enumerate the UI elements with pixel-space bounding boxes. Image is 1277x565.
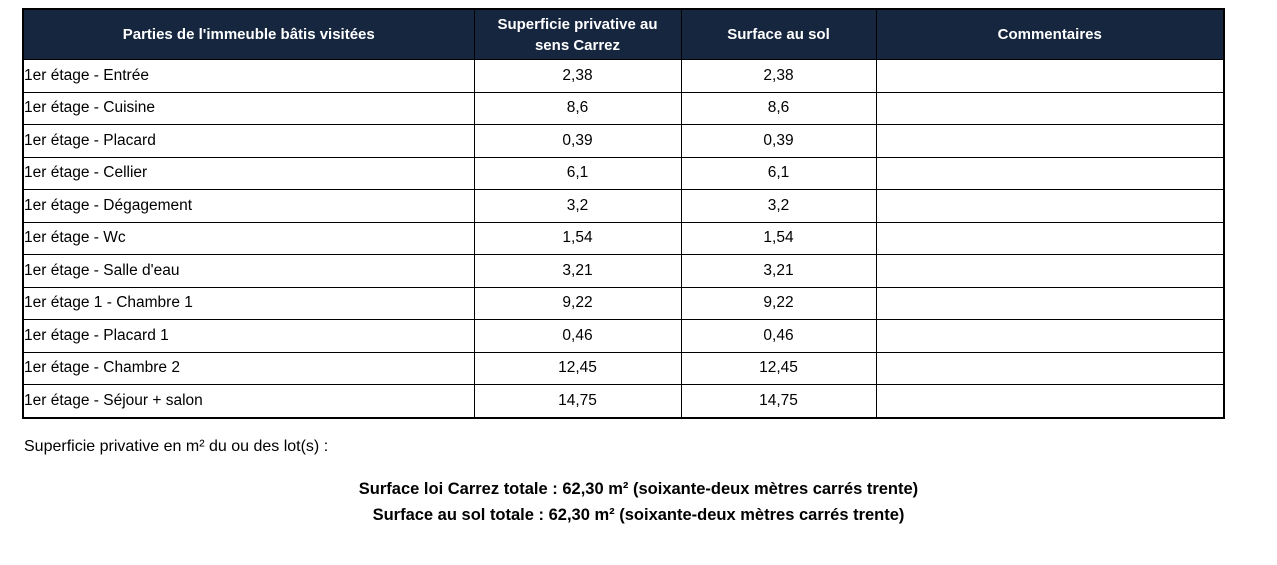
col-header-carrez: Superficie privative au sens Carrez (474, 9, 681, 60)
cell-partie: 1er étage 1 - Chambre 1 (23, 287, 474, 320)
cell-surface-sol: 8,6 (681, 92, 876, 125)
table-row (23, 320, 1224, 353)
superficie-lot-label: Superficie privative en m² du ou des lot(s) : (24, 438, 329, 455)
table-row (23, 125, 1224, 158)
cell-surface-sol: 2,38 (681, 60, 876, 93)
col-header-commentaires: Commentaires (876, 9, 1224, 60)
cell-commentaire (876, 287, 1224, 320)
cell-partie: 1er étage - Entrée (23, 60, 474, 93)
col-header-parties: Parties de l'immeuble bâtis visitées (23, 9, 474, 60)
cell-surface-sol: 3,21 (681, 255, 876, 288)
table-row (23, 60, 1224, 93)
cell-surface-sol: 0,39 (681, 125, 876, 158)
cell-partie: 1er étage - Séjour + salon (23, 385, 474, 418)
surfaces-table (22, 8, 1225, 419)
cell-surface-sol: 14,75 (681, 385, 876, 418)
cell-partie: 1er étage - Cuisine (23, 92, 474, 125)
cell-commentaire (876, 190, 1224, 223)
cell-commentaire (876, 125, 1224, 158)
cell-partie: 1er étage - Placard 1 (23, 320, 474, 353)
cell-commentaire (876, 385, 1224, 418)
cell-commentaire (876, 320, 1224, 353)
cell-commentaire (876, 60, 1224, 93)
carrez-total-line: Surface loi Carrez totale : 62,30 m² (soixante-deux mètres carrés trente) (358, 480, 919, 498)
cell-partie: 1er étage - Cellier (23, 157, 474, 190)
cell-surface-sol: 12,45 (681, 352, 876, 385)
cell-carrez: 6,1 (474, 157, 681, 190)
table-row (23, 190, 1224, 223)
cell-commentaire (876, 255, 1224, 288)
table-row (23, 255, 1224, 288)
cell-commentaire (876, 222, 1224, 255)
table-row (23, 157, 1224, 190)
cell-carrez: 0,46 (474, 320, 681, 353)
cell-surface-sol: 6,1 (681, 157, 876, 190)
cell-commentaire (876, 352, 1224, 385)
table-body (23, 60, 1224, 418)
cell-partie: 1er étage - Placard (23, 125, 474, 158)
cell-carrez: 0,39 (474, 125, 681, 158)
table-row (23, 352, 1224, 385)
cell-partie: 1er étage - Chambre 2 (23, 352, 474, 385)
cell-carrez: 9,22 (474, 287, 681, 320)
cell-surface-sol: 3,2 (681, 190, 876, 223)
table-row (23, 385, 1224, 418)
cell-surface-sol: 1,54 (681, 222, 876, 255)
col-header-surface-sol: Surface au sol (681, 9, 876, 60)
cell-carrez: 1,54 (474, 222, 681, 255)
cell-surface-sol: 0,46 (681, 320, 876, 353)
cell-commentaire (876, 157, 1224, 190)
cell-partie: 1er étage - Dégagement (23, 190, 474, 223)
cell-carrez: 2,38 (474, 60, 681, 93)
cell-commentaire (876, 92, 1224, 125)
cell-carrez: 8,6 (474, 92, 681, 125)
surface-sol-total-line: Surface au sol totale : 62,30 m² (soixante-deux mètres carrés trente) (372, 506, 905, 524)
cell-carrez: 3,21 (474, 255, 681, 288)
cell-carrez: 12,45 (474, 352, 681, 385)
cell-partie: 1er étage - Wc (23, 222, 474, 255)
cell-surface-sol: 9,22 (681, 287, 876, 320)
totals-block (0, 476, 1277, 528)
table-header-row (23, 9, 1224, 60)
table-row (23, 92, 1224, 125)
table-row (23, 222, 1224, 255)
cell-carrez: 14,75 (474, 385, 681, 418)
cell-carrez: 3,2 (474, 190, 681, 223)
table-row (23, 287, 1224, 320)
cell-partie: 1er étage - Salle d'eau (23, 255, 474, 288)
